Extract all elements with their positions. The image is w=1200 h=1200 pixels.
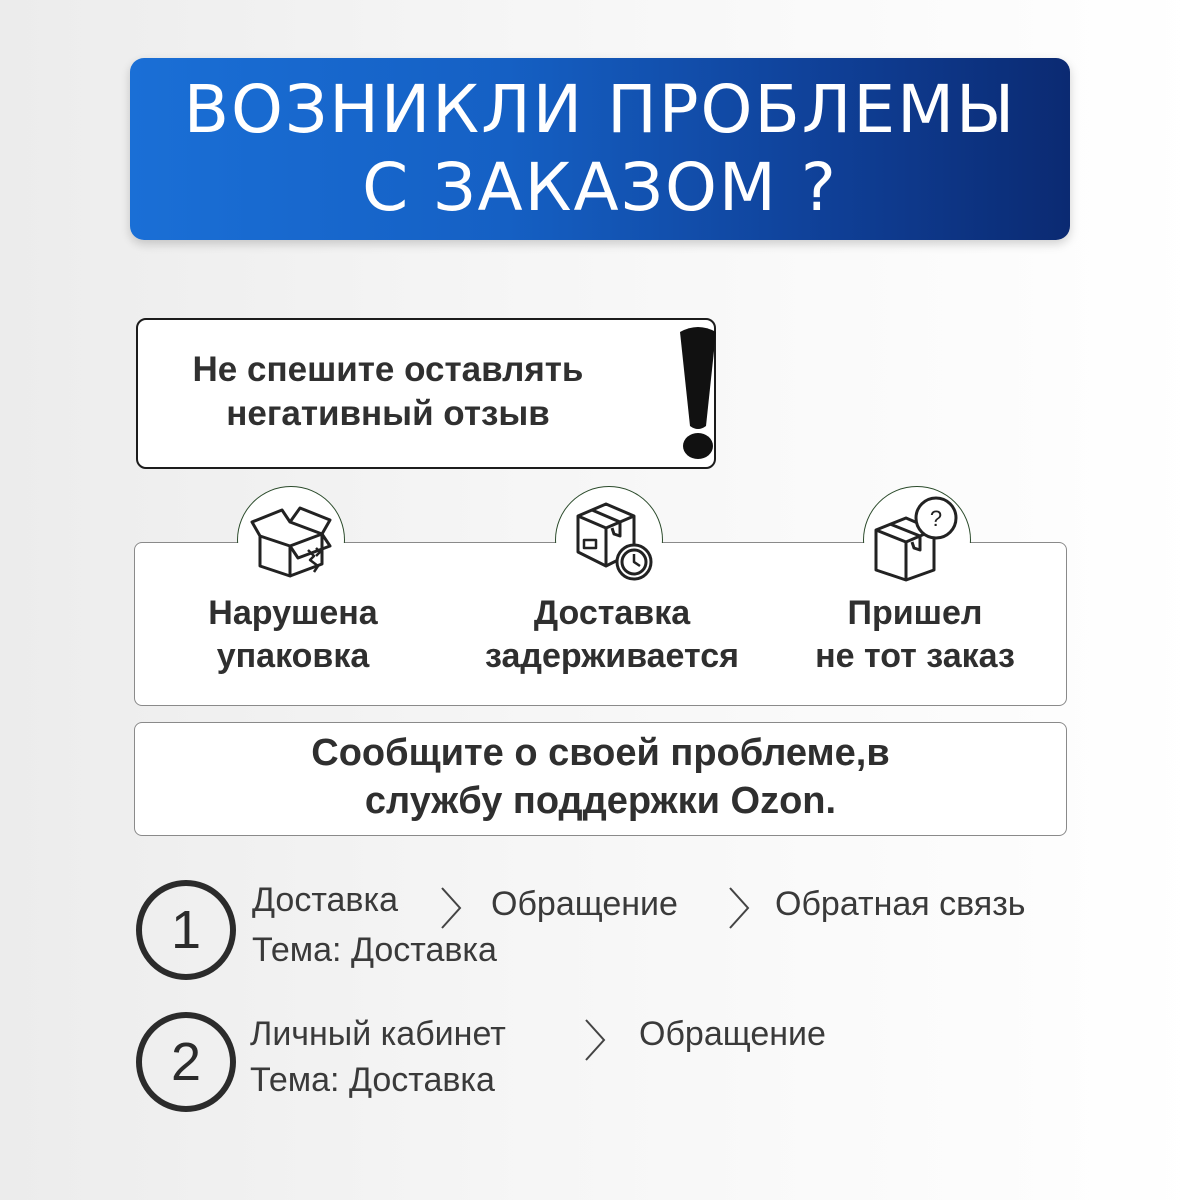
problem-1-line-1: Нарушена: [208, 594, 378, 632]
problem-3-line-1: Пришел: [847, 594, 983, 632]
step-1-path-1: Доставка: [252, 881, 399, 919]
damaged-box-icon: [250, 500, 334, 580]
banner-title-line-2: С ЗАКАЗОМ ?: [362, 149, 838, 226]
step-2-path-1: Личный кабинет: [250, 1015, 506, 1053]
problem-1-line-2: упаковка: [216, 637, 370, 675]
problem-2-line-2: задерживается: [485, 637, 739, 675]
chevron-right-icon: [436, 884, 466, 932]
delayed-box-icon: [568, 496, 658, 582]
problem-2-line-1: Доставка: [533, 594, 691, 632]
support-text: [135, 729, 1066, 825]
step-1-path-3: Обратная связь: [775, 885, 1026, 923]
problem-label-3: [765, 592, 1065, 678]
support-line-1: Сообщите о своей проблеме,в: [311, 732, 890, 774]
step-2-path-2: Обращение: [639, 1015, 826, 1053]
exclamation-icon: [676, 326, 720, 462]
warning-text: [138, 348, 638, 436]
chevron-right-icon: [580, 1016, 610, 1064]
svg-text:?: ?: [929, 506, 943, 531]
header-banner: [130, 58, 1070, 240]
step-1-path-2: Обращение: [491, 885, 678, 923]
problem-3-line-2: не тот заказ: [815, 637, 1015, 675]
support-box: [134, 722, 1067, 836]
problem-label-1: [143, 592, 443, 678]
step-1-topic: Тема: Доставка: [252, 931, 497, 969]
step-number-1: 1: [136, 880, 236, 980]
warning-box: [136, 318, 716, 469]
step-number-2: 2: [136, 1012, 236, 1112]
step-2-topic: Тема: Доставка: [250, 1061, 495, 1099]
chevron-right-icon: [724, 884, 754, 932]
problem-label-2: [462, 592, 762, 678]
support-line-2: службу поддержки Ozon.: [364, 780, 837, 822]
banner-title-line-1: ВОЗНИКЛИ ПРОБЛЕМЫ: [183, 71, 1017, 148]
wrong-box-icon: [870, 494, 966, 584]
warning-line-1: Не спешите оставлять: [192, 350, 584, 389]
warning-line-2: негативный отзыв: [226, 394, 550, 433]
